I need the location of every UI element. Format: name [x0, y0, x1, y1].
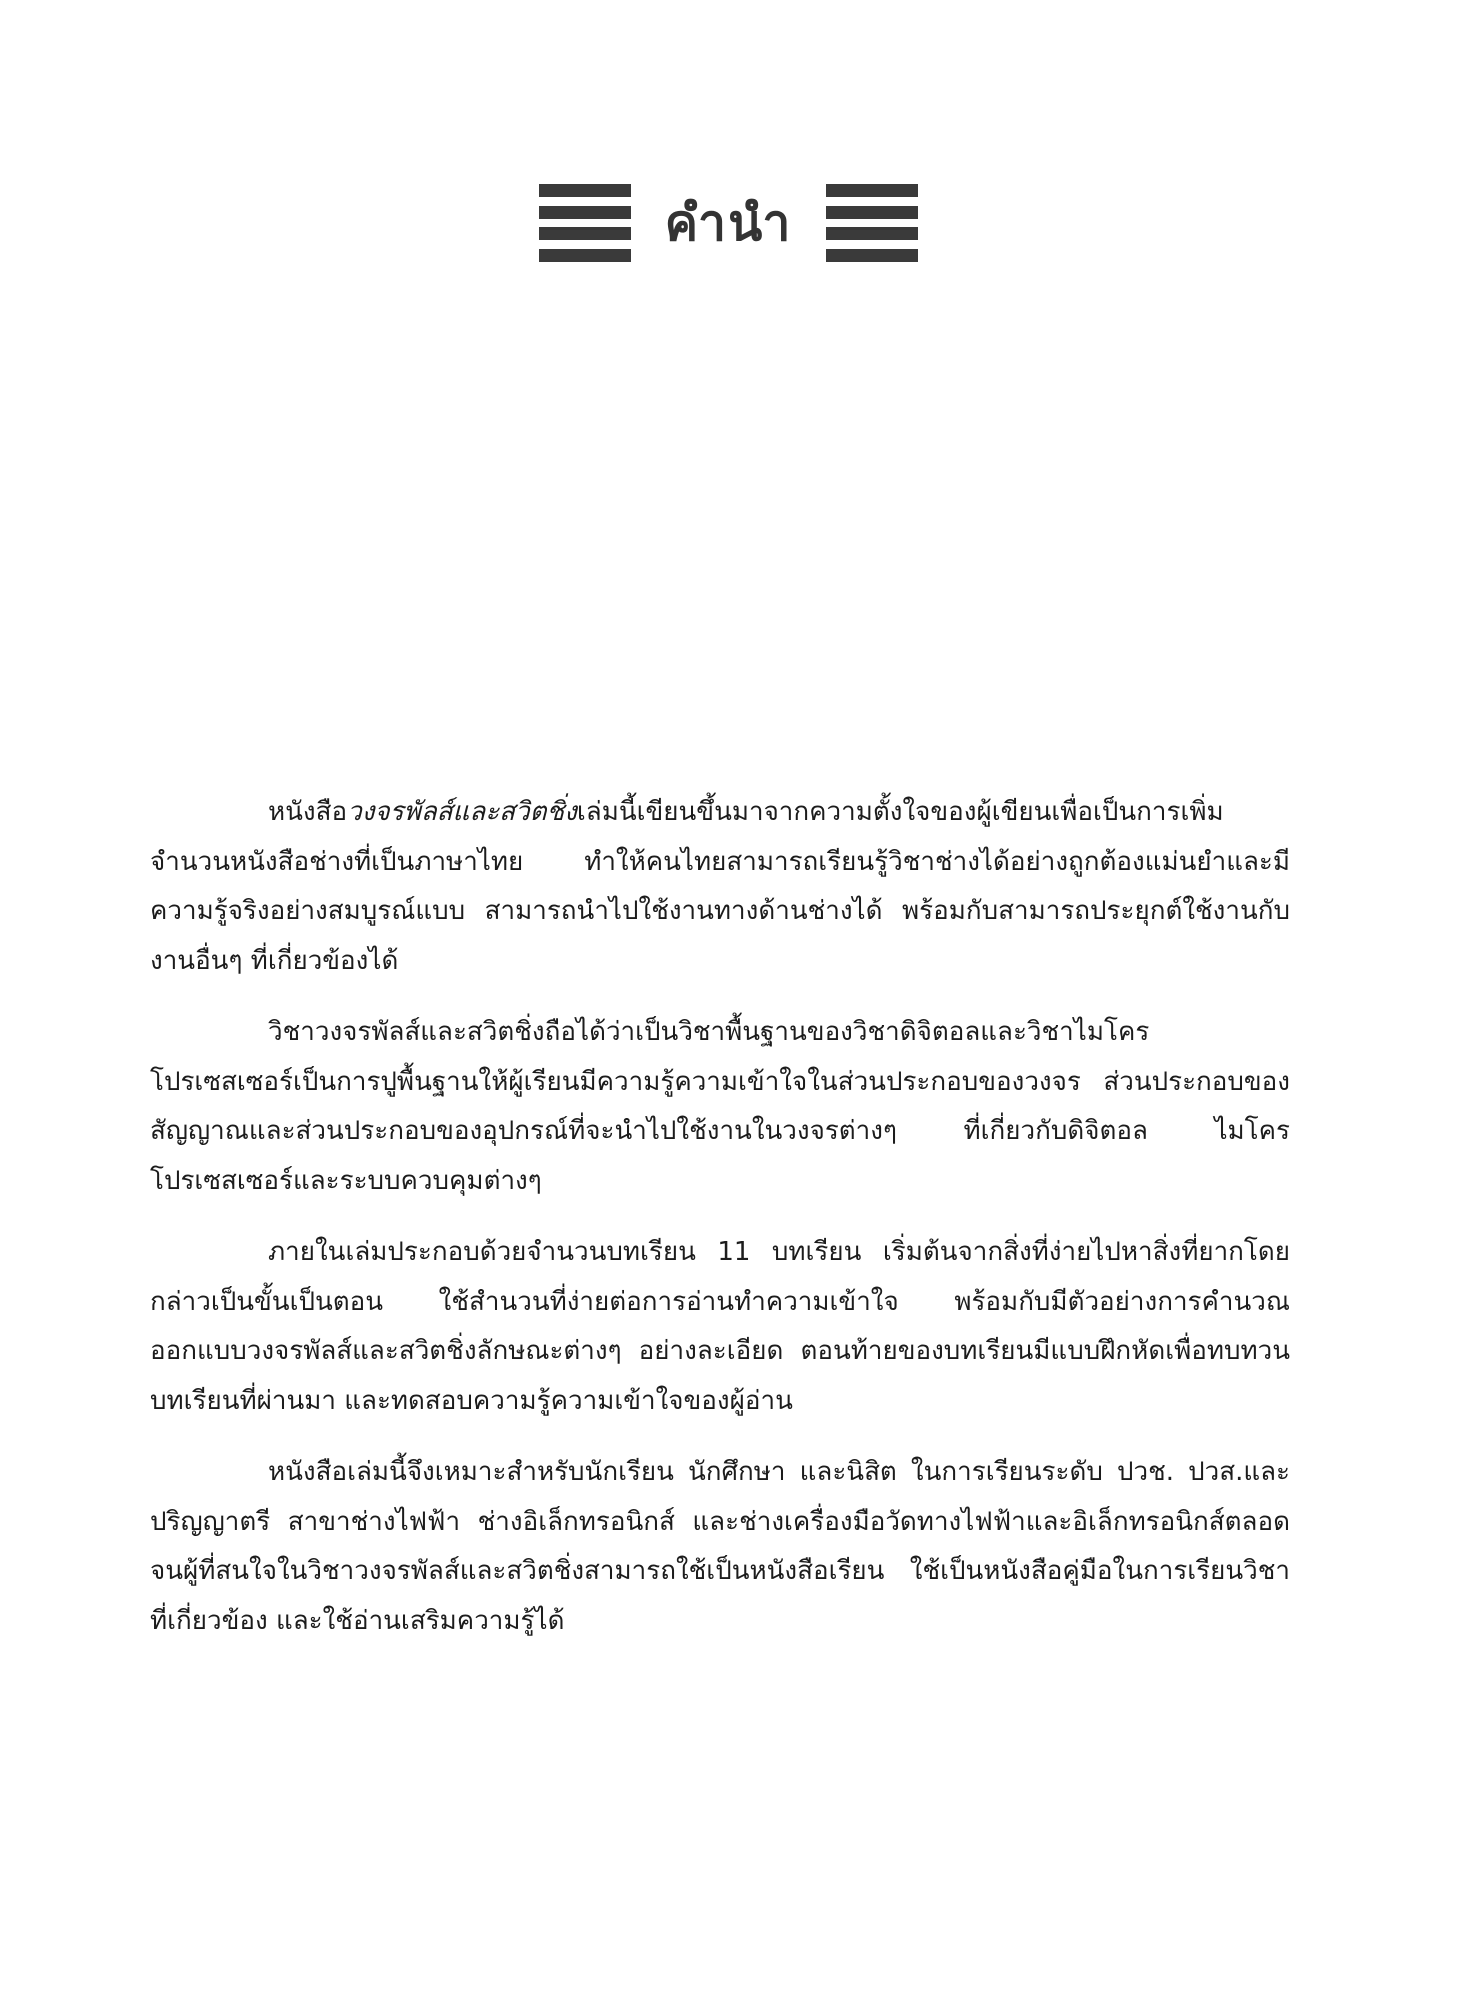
paragraph-2: วิชาวงจรพัลส์และสวิตชิ่งถือได้ว่าเป็นวิชาพื้นฐานของวิชาดิจิตอลและวิชาไมโครโปรเซสเซอร์เป็นการปูพื้นฐานให้ผู้เรียนมีความรู้ความเข้าใจในส่วนประกอบของวงจร ส่วนประกอบของสัญญาณและส่วนประกอบของอุปกรณ์ที่จะนำไปใช้งานในวงจรต่างๆ ที่เกี่ยวกับดิจิตอล ไมโครโปรเซสเซอร์และระบบควบคุมต่างๆ: [150, 1017, 1290, 1196]
paragraph-3: ภายในเล่มประกอบด้วยจำนวนบทเรียน 11 บทเรียน เริ่มต้นจากสิ่งที่ง่ายไปหาสิ่งที่ยากโดยกล่าวเป็นขั้นเป็นตอน ใช้สำนวนที่ง่ายต่อการอ่านทำความเข้าใจ พร้อมกับมีตัวอย่างการคำนวณออกแบบวงจรพัลส์และสวิตชิ่งลักษณะต่างๆ อย่างละเอียด ตอนท้ายของบทเรียนมีแบบฝึกหัดเพื่อทบทวนบทเรียนที่ผ่านมา และทดสอบความรู้ความเข้าใจของผู้อ่าน: [150, 1237, 1290, 1416]
book-title-italic: วงจรพัลส์และสวิตชิ่ง: [347, 797, 577, 827]
page-header: [0, 178, 1457, 268]
preface-body: [150, 788, 1290, 1668]
paragraph-1-rest: เล่มนี้เขียนขึ้นมาจากความตั้งใจของผู้เขียนเพื่อเป็นการเพิ่มจำนวนหนังสือช่างที่เป็นภาษาไทย ทำให้คนไทยสามารถเรียนรู้วิชาช่างได้อย่างถูกต้องแม่นยำและมีความรู้จริงอย่างสมบูรณ์แบบ สามารถนำไปใช้งานทางด้านช่างได้ พร้อมกับสามารถประยุกต์ใช้งานกับงานอื่นๆ ที่เกี่ยวข้องได้: [150, 797, 1290, 976]
right-bars-ornament: [826, 184, 918, 262]
paragraph-4: หนังสือเล่มนี้จึงเหมาะสำหรับนักเรียน นักศึกษา และนิสิต ในการเรียนระดับ ปวช. ปวส.และปริญญาตรี สาขาช่างไฟฟ้า ช่างอิเล็กทรอนิกส์ และช่างเครื่องมือวัดทางไฟฟ้าและอิเล็กทรอนิกส์ตลอดจนผู้ที่สนใจในวิชาวงจรพัลส์และสวิตชิ่งสามารถใช้เป็นหนังสือเรียน ใช้เป็นหนังสือคู่มือในการเรียนวิชาที่เกี่ยวข้อง และใช้อ่านเสริมความรู้ได้: [150, 1457, 1290, 1636]
paragraph-1-lead: หนังสือ: [268, 797, 348, 827]
left-bars-ornament: [539, 184, 631, 262]
page-title: คำนำ: [664, 194, 793, 252]
paragraph-1: [150, 788, 1290, 986]
